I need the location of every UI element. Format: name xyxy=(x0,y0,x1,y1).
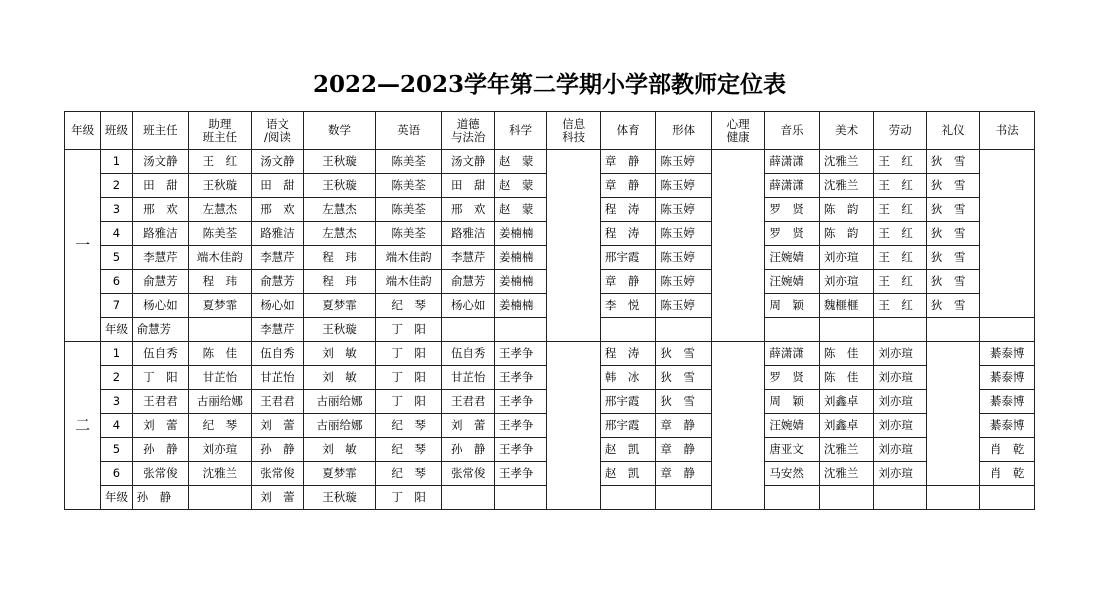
header-line: 助理 xyxy=(208,116,232,131)
table-cell: 左慧杰 xyxy=(304,222,376,246)
table-cell: 狄 雪 xyxy=(926,174,979,198)
table-cell: 沈雅兰 xyxy=(819,174,874,198)
table-cell: 汪婉婧 xyxy=(765,270,820,294)
header-cell: 音乐 xyxy=(765,112,820,150)
table-cell: 綦泰博 xyxy=(980,342,1035,366)
table-cell: 路雅洁 xyxy=(442,222,494,246)
header-line: 心理 xyxy=(726,116,750,131)
table-cell: 端木佳韵 xyxy=(375,270,442,294)
table-cell: 刘鑫卓 xyxy=(819,414,874,438)
table-cell: 赵 蒙 xyxy=(494,198,546,222)
table-cell: 陈 佳 xyxy=(819,366,874,390)
table-cell: 刘 蕾 xyxy=(251,486,303,510)
table-cell: 马安然 xyxy=(765,462,820,486)
table-cell: 左慧杰 xyxy=(189,198,252,222)
table-cell: 纪 琴 xyxy=(375,294,442,318)
header-line: /阅读 xyxy=(264,129,291,144)
table-cell: 丁 阳 xyxy=(375,486,442,510)
table-cell: 章 静 xyxy=(600,270,656,294)
header-cell xyxy=(251,112,303,150)
table-cell: 邢宇霞 xyxy=(600,246,656,270)
table-cell xyxy=(711,150,764,342)
table-cell: 王 红 xyxy=(874,150,926,174)
table-cell xyxy=(442,318,494,342)
table-cell: 章 静 xyxy=(656,414,712,438)
table-cell: 沈雅兰 xyxy=(819,150,874,174)
table-cell: 狄 雪 xyxy=(926,150,979,174)
table-cell: 沈雅兰 xyxy=(819,438,874,462)
table-cell: 陈玉婷 xyxy=(656,270,712,294)
table-row xyxy=(65,150,1035,174)
table-cell: 路雅洁 xyxy=(132,222,189,246)
table-cell: 程 涛 xyxy=(600,198,656,222)
table-cell xyxy=(980,150,1035,318)
table-cell: 刘 蕾 xyxy=(442,414,494,438)
table-cell: 王孝争 xyxy=(494,366,546,390)
table-cell xyxy=(600,486,656,510)
table-cell: 丁 阳 xyxy=(375,366,442,390)
table-cell: 2 xyxy=(101,174,132,198)
table-cell: 刘 敏 xyxy=(304,342,376,366)
table-cell: 刘亦瑄 xyxy=(874,438,926,462)
table-cell: 年级 xyxy=(101,486,132,510)
table-cell: 丁 阳 xyxy=(375,390,442,414)
table-cell: 薛潇潇 xyxy=(765,342,820,366)
table-cell: 甘芷怡 xyxy=(189,366,252,390)
table-cell: 刘亦瑄 xyxy=(874,366,926,390)
table-cell: 5 xyxy=(101,246,132,270)
header-line: 道德 xyxy=(456,116,480,131)
table-cell: 李 悦 xyxy=(600,294,656,318)
table-cell: 程 涛 xyxy=(600,342,656,366)
table-cell: 唐亚文 xyxy=(765,438,820,462)
table-cell: 杨心如 xyxy=(132,294,189,318)
table-cell: 程 涛 xyxy=(600,222,656,246)
table-cell: 3 xyxy=(101,390,132,414)
table-cell: 张常俊 xyxy=(251,462,303,486)
table-cell: 田 甜 xyxy=(251,174,303,198)
table-cell: 章 静 xyxy=(600,174,656,198)
table-cell: 4 xyxy=(101,414,132,438)
table-cell: 刘亦瑄 xyxy=(874,414,926,438)
table-cell: 綦泰博 xyxy=(980,366,1035,390)
header-cell: 年级 xyxy=(65,112,101,150)
table-cell: 李慧芹 xyxy=(132,246,189,270)
table-cell: 王秋璇 xyxy=(189,174,252,198)
table-cell: 张常俊 xyxy=(132,462,189,486)
table-cell: 肖 乾 xyxy=(980,462,1035,486)
table-cell: 王秋璇 xyxy=(304,150,376,174)
table-cell xyxy=(547,342,600,510)
header-cell: 书法 xyxy=(980,112,1035,150)
table-cell: 杨心如 xyxy=(442,294,494,318)
table-cell: 俞慧芳 xyxy=(442,270,494,294)
table-cell: 王孝争 xyxy=(494,438,546,462)
table-cell: 陈玉婷 xyxy=(656,246,712,270)
table-cell: 刘 蕾 xyxy=(251,414,303,438)
table-cell: 3 xyxy=(101,198,132,222)
table-cell: 夏梦霏 xyxy=(304,294,376,318)
table-cell: 姜楠楠 xyxy=(494,246,546,270)
table-cell: 夏梦霏 xyxy=(189,294,252,318)
header-line: 信息 xyxy=(562,116,586,131)
table-cell: 刘亦瑄 xyxy=(189,438,252,462)
table-cell: 邢宇霞 xyxy=(600,390,656,414)
table-cell xyxy=(926,318,979,342)
table-cell: 古丽给娜 xyxy=(304,414,376,438)
header-cell: 班主任 xyxy=(132,112,189,150)
header-line: 与法治 xyxy=(450,129,486,144)
table-cell: 孙 静 xyxy=(442,438,494,462)
table-cell: 汪婉婧 xyxy=(765,246,820,270)
header-cell: 美术 xyxy=(819,112,874,150)
table-cell xyxy=(189,486,252,510)
header-row xyxy=(65,112,1035,150)
table-cell: 古丽给娜 xyxy=(304,390,376,414)
table-cell: 赵 蒙 xyxy=(494,150,546,174)
table-cell: 邢 欢 xyxy=(442,198,494,222)
table-cell: 俞慧芳 xyxy=(132,318,189,342)
table-cell: 陈玉婷 xyxy=(656,174,712,198)
header-cell: 形体 xyxy=(656,112,712,150)
table-cell: 邢 欢 xyxy=(132,198,189,222)
table-cell: 伍自秀 xyxy=(442,342,494,366)
table-cell: 邢宇霞 xyxy=(600,414,656,438)
table-cell: 肖 乾 xyxy=(980,438,1035,462)
table-cell: 罗 贤 xyxy=(765,222,820,246)
header-cell: 班级 xyxy=(101,112,132,150)
grade-label: 一 xyxy=(65,150,101,342)
table-cell: 程 玮 xyxy=(304,270,376,294)
table-cell xyxy=(494,318,546,342)
table-cell: 陈 佳 xyxy=(819,342,874,366)
table-cell: 刘亦瑄 xyxy=(874,462,926,486)
table-cell: 李慧芹 xyxy=(442,246,494,270)
table-cell: 狄 雪 xyxy=(656,342,712,366)
header-cell: 体育 xyxy=(600,112,656,150)
table-cell: 綦泰博 xyxy=(980,414,1035,438)
table-cell: 7 xyxy=(101,294,132,318)
table-cell: 年级 xyxy=(101,318,132,342)
header-cell xyxy=(547,112,600,150)
table-cell: 田 甜 xyxy=(132,174,189,198)
table-cell: 程 玮 xyxy=(304,246,376,270)
table-cell: 纪 琴 xyxy=(375,438,442,462)
table-cell: 孙 静 xyxy=(132,438,189,462)
table-cell: 薛潇潇 xyxy=(765,150,820,174)
table-cell: 周 颖 xyxy=(765,294,820,318)
table-cell: 纪 琴 xyxy=(375,414,442,438)
table-cell: 伍自秀 xyxy=(251,342,303,366)
table-cell: 狄 雪 xyxy=(926,270,979,294)
table-cell xyxy=(980,318,1035,342)
table-cell: 纪 琴 xyxy=(189,414,252,438)
table-cell: 陈美荃 xyxy=(375,174,442,198)
table-row xyxy=(65,342,1035,366)
table-cell: 夏梦霏 xyxy=(304,462,376,486)
table-cell: 王秋璇 xyxy=(304,486,376,510)
header-cell: 数学 xyxy=(304,112,376,150)
table-cell: 韩 冰 xyxy=(600,366,656,390)
header-cell: 劳动 xyxy=(874,112,926,150)
page-title: 2022—2023学年第二学期小学部教师定位表 xyxy=(312,71,787,98)
table-cell: 孙 静 xyxy=(132,486,189,510)
table-cell: 田 甜 xyxy=(442,174,494,198)
table-cell xyxy=(656,318,712,342)
table-cell: 端木佳韵 xyxy=(375,246,442,270)
table-cell: 刘 敏 xyxy=(304,366,376,390)
table-cell: 2 xyxy=(101,366,132,390)
table-cell: 刘亦瑄 xyxy=(874,342,926,366)
table-cell: 汤文静 xyxy=(442,150,494,174)
table-cell: 甘芷怡 xyxy=(442,366,494,390)
table-cell: 陈美荃 xyxy=(189,222,252,246)
table-cell: 章 静 xyxy=(656,462,712,486)
table-cell: 甘芷怡 xyxy=(251,366,303,390)
table-cell xyxy=(600,318,656,342)
table-cell: 陈玉婷 xyxy=(656,150,712,174)
table-cell: 陈美荃 xyxy=(375,198,442,222)
table-cell: 陈 韵 xyxy=(819,222,874,246)
table-cell xyxy=(494,486,546,510)
table-cell: 丁 阳 xyxy=(132,366,189,390)
table-cell: 王 红 xyxy=(874,198,926,222)
table-cell: 张常俊 xyxy=(442,462,494,486)
table-cell: 赵 凯 xyxy=(600,438,656,462)
table-cell: 李慧芹 xyxy=(251,246,303,270)
table-cell: 王孝争 xyxy=(494,462,546,486)
table-cell: 刘 蕾 xyxy=(132,414,189,438)
table-cell: 沈雅兰 xyxy=(819,462,874,486)
table-cell: 古丽给娜 xyxy=(189,390,252,414)
table-cell: 俞慧芳 xyxy=(132,270,189,294)
table-cell xyxy=(765,486,820,510)
table-cell: 王孝争 xyxy=(494,342,546,366)
table-cell: 姜楠楠 xyxy=(494,222,546,246)
header-line: 科技 xyxy=(562,129,586,144)
header-cell: 科学 xyxy=(494,112,546,150)
table-cell: 陈美荃 xyxy=(375,150,442,174)
header-line: 健康 xyxy=(726,129,750,144)
table-cell: 綦泰博 xyxy=(980,390,1035,414)
header-cell: 英语 xyxy=(375,112,442,150)
table-cell: 刘亦瑄 xyxy=(819,246,874,270)
header-cell xyxy=(189,112,252,150)
table-cell: 陈玉婷 xyxy=(656,222,712,246)
table-cell: 王秋璇 xyxy=(304,318,376,342)
table-cell: 赵 凯 xyxy=(600,462,656,486)
table-cell: 丁 阳 xyxy=(375,342,442,366)
table-cell: 周 颖 xyxy=(765,390,820,414)
table-cell: 1 xyxy=(101,150,132,174)
table-cell: 程 玮 xyxy=(189,270,252,294)
table-cell xyxy=(547,150,600,342)
table-cell: 6 xyxy=(101,270,132,294)
table-cell: 5 xyxy=(101,438,132,462)
table-cell: 刘亦瑄 xyxy=(819,270,874,294)
table-cell: 王 红 xyxy=(189,150,252,174)
table-cell xyxy=(442,486,494,510)
table-cell: 左慧杰 xyxy=(304,198,376,222)
table-cell xyxy=(819,486,874,510)
table-cell: 1 xyxy=(101,342,132,366)
table-cell xyxy=(874,486,926,510)
table-cell: 路雅洁 xyxy=(251,222,303,246)
table-cell xyxy=(980,486,1035,510)
table-cell: 薛潇潇 xyxy=(765,174,820,198)
table-cell: 狄 雪 xyxy=(926,246,979,270)
header-cell xyxy=(442,112,494,150)
table-cell: 姜楠楠 xyxy=(494,270,546,294)
grade-label: 二 xyxy=(65,342,101,510)
table-cell: 狄 雪 xyxy=(656,390,712,414)
table-cell: 汤文静 xyxy=(132,150,189,174)
table-cell: 刘 敏 xyxy=(304,438,376,462)
table-cell: 伍自秀 xyxy=(132,342,189,366)
table-cell: 俞慧芳 xyxy=(251,270,303,294)
table-cell: 陈玉婷 xyxy=(656,198,712,222)
table-cell: 罗 贤 xyxy=(765,198,820,222)
table-cell: 孙 静 xyxy=(251,438,303,462)
table-cell: 6 xyxy=(101,462,132,486)
table-cell: 刘亦瑄 xyxy=(874,390,926,414)
table-cell: 汤文静 xyxy=(251,150,303,174)
table-cell: 狄 雪 xyxy=(926,294,979,318)
table-cell xyxy=(656,486,712,510)
table-cell: 狄 雪 xyxy=(656,366,712,390)
table-cell: 王君君 xyxy=(251,390,303,414)
table-cell: 端木佳韵 xyxy=(189,246,252,270)
table-cell: 王君君 xyxy=(442,390,494,414)
table-cell: 汪婉婧 xyxy=(765,414,820,438)
table-cell: 王 红 xyxy=(874,246,926,270)
header-cell: 礼仪 xyxy=(926,112,979,150)
table-cell: 王 红 xyxy=(874,270,926,294)
table-cell: 王秋璇 xyxy=(304,174,376,198)
table-cell xyxy=(874,318,926,342)
header-line: 语文 xyxy=(265,116,289,131)
table-cell xyxy=(819,318,874,342)
table-cell: 陈 韵 xyxy=(819,198,874,222)
table-cell: 王孝争 xyxy=(494,414,546,438)
table-cell xyxy=(926,342,979,486)
table-cell: 章 静 xyxy=(600,150,656,174)
header-cell xyxy=(711,112,764,150)
table-cell: 姜楠楠 xyxy=(494,294,546,318)
table-cell: 陈美荃 xyxy=(375,222,442,246)
table-cell: 王君君 xyxy=(132,390,189,414)
table-cell: 陈 佳 xyxy=(189,342,252,366)
table-cell: 王 红 xyxy=(874,174,926,198)
table-cell: 纪 琴 xyxy=(375,462,442,486)
table-cell: 王 红 xyxy=(874,294,926,318)
table-cell: 邢 欢 xyxy=(251,198,303,222)
table-cell: 赵 蒙 xyxy=(494,174,546,198)
table-cell: 杨心如 xyxy=(251,294,303,318)
table-cell: 王 红 xyxy=(874,222,926,246)
table-cell: 章 静 xyxy=(656,438,712,462)
table-cell: 陈玉婷 xyxy=(656,294,712,318)
table-cell: 刘鑫卓 xyxy=(819,390,874,414)
table-cell xyxy=(765,318,820,342)
table-cell: 李慧芹 xyxy=(251,318,303,342)
table-cell xyxy=(711,342,764,510)
table-cell xyxy=(189,318,252,342)
header-line: 班主任 xyxy=(202,129,238,144)
table-cell: 狄 雪 xyxy=(926,222,979,246)
table-cell: 王孝争 xyxy=(494,390,546,414)
table-cell: 魏榧榧 xyxy=(819,294,874,318)
table-cell: 丁 阳 xyxy=(375,318,442,342)
table-cell: 罗 贤 xyxy=(765,366,820,390)
table-cell: 沈雅兰 xyxy=(189,462,252,486)
table-cell: 4 xyxy=(101,222,132,246)
teacher-table xyxy=(64,111,1035,510)
table-cell xyxy=(926,486,979,510)
table-cell: 狄 雪 xyxy=(926,198,979,222)
